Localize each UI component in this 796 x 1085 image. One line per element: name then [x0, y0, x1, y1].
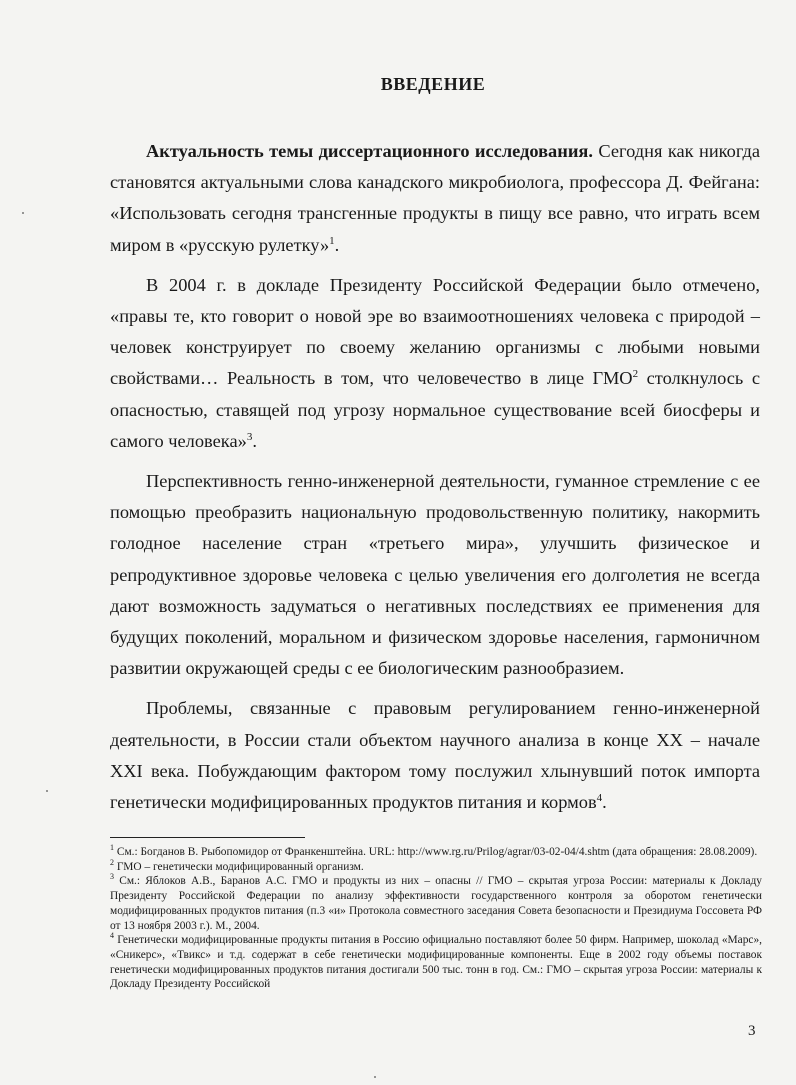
paragraph-text-continued: столкнулось с опасностью, ставящей под угрозу нормальное существование всей биосферы и самого человека» [110, 368, 760, 451]
scan-speck [22, 212, 24, 214]
footnote-ref[interactable]: 3 [246, 430, 253, 443]
footnotes [110, 845, 762, 992]
paragraph-tail: . [252, 430, 257, 451]
footnote-item [110, 933, 762, 992]
footnote-text: Генетически модифицированные продукты питания в Россию официально поставляют более 50 фирм. Например, шоколад «Марс», «Сникерс», «Твикс» и т.д. содержат в себе генетически модифицированные компоненты. Еще в 2002 году объемы поставок генетически модифицированных продуктов питания достигали 500 тыс. тонн в год. См.: ГМО – скрытая угроза России: материалы к Докладу Президенту Российской [110, 934, 762, 991]
paragraph-relevance [110, 136, 760, 261]
footnote-separator [110, 837, 305, 838]
footnote-item [110, 857, 762, 875]
paragraph-lead-heading: Актуальность темы диссертационного исследования. [146, 141, 593, 161]
footnote-text: См.: Богданов В. Рыбопомидор от Франкенштейна. URL: http://www.rg.ru/Prilog/agrar/03-02-04/4.shtm (дата обращения: 28.08.2009). [114, 846, 758, 858]
paragraph-report-2004 [110, 270, 760, 457]
footnote-number: 4 [110, 931, 114, 941]
paragraph-prospects [110, 466, 760, 684]
footnote-text: См.: Яблоков А.В., Баранов А.С. ГМО и продукты из них – опасны // ГМО – скрытая угроза России: материалы к Докладу Президенту Российской Федерации по анализу эффективности государственного контроля за оборотом генетически модифицированных продуктов питания (п.3 «и» Протокола совместного заседания Совета безопасности и Президиума Госсовета РФ от 13 ноября 2003 г.). М., 2004. [110, 875, 762, 932]
paragraph-text: Сегодня как никогда становятся актуальными слова канадского микробиолога, профессора Д. Фейгана: «Использовать сегодня трансгенные продукты в пищу все равно, что играть всем миром в «русскую рулетку» [110, 141, 761, 255]
page-number: 3 [748, 1023, 756, 1039]
footnote-ref[interactable]: 4 [596, 791, 603, 804]
paragraph-tail: . [602, 792, 607, 813]
section-title: ВВЕДЕНИЕ [380, 74, 486, 94]
footnote-ref[interactable]: 1 [329, 234, 335, 247]
footnote-item [110, 874, 762, 933]
footnote-ref[interactable]: 2 [632, 368, 639, 381]
scan-speck [46, 790, 48, 792]
body-text [110, 136, 760, 827]
paragraph-tail: . [334, 234, 340, 255]
footnote-number: 1 [110, 843, 114, 853]
footnote-number: 2 [110, 857, 114, 867]
footnote-item [110, 845, 762, 860]
scan-speck [374, 1076, 376, 1078]
footnote-number: 3 [110, 872, 114, 882]
paragraph-text: В 2004 г. в докладе Президенту Российской Федерации было отмечено, «правы те, кто говорит о новой эре во взаимоотношениях человека с природой – человек конструирует по своему желанию организмы с любыми новыми свойствами… Реальность в том, что человечество в лице ГМО [110, 274, 760, 389]
footnote-text: ГМО – генетически модифицированный организм. [114, 860, 364, 873]
paragraph-problems [110, 693, 760, 818]
paragraph-text: Перспективность генно-инженерной деятельности, гуманное стремление с ее помощью преобразить национальную продовольственную политику, накормить голодное население стран «третьего мира», улучшить физическое и репродуктивное здоровье человека с целью увеличения его долголетия не всегда дают возможность задуматься о негативных последствиях ее применения для будущих поколений, моральном и физическом здоровье населения, гармоничном развитии окружающей среды с ее биологическим разнообразием. [110, 471, 760, 679]
paragraph-text: Проблемы, связанные с правовым регулированием генно-инженерной деятельности, в России стали объектом научного анализа в конце XX – начале XXI века. Побуждающим фактором тому послужил хлынувший поток импорта генетически модифицированных продуктов питания и кормов [110, 698, 760, 813]
